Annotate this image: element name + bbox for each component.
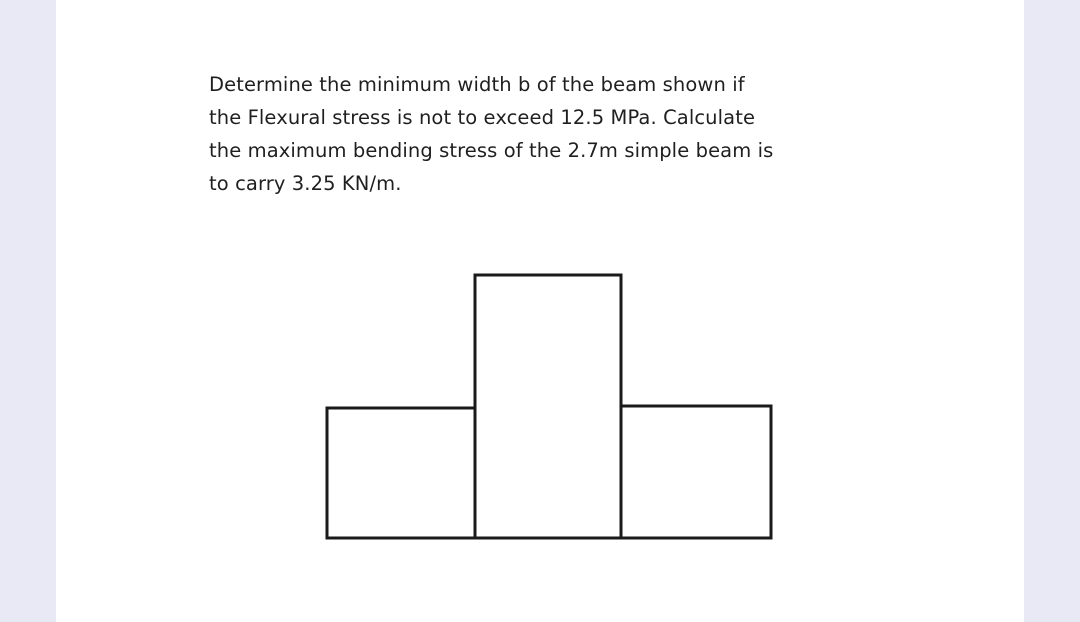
right-block xyxy=(621,406,771,538)
left-block xyxy=(327,408,475,538)
problem-line-1: Determine the minimum width b of the beam shown if xyxy=(209,73,745,96)
beam-cross-section-diagram xyxy=(56,0,1024,622)
center-block xyxy=(475,275,621,538)
problem-line-2: the Flexural stress is not to exceed 12.5 MPa. Calculate xyxy=(209,106,756,129)
problem-line-3: the maximum bending stress of the 2.7m simple beam is xyxy=(209,139,774,162)
document-page xyxy=(56,0,1024,622)
problem-line-4: to carry 3.25 KN/m. xyxy=(209,172,402,195)
